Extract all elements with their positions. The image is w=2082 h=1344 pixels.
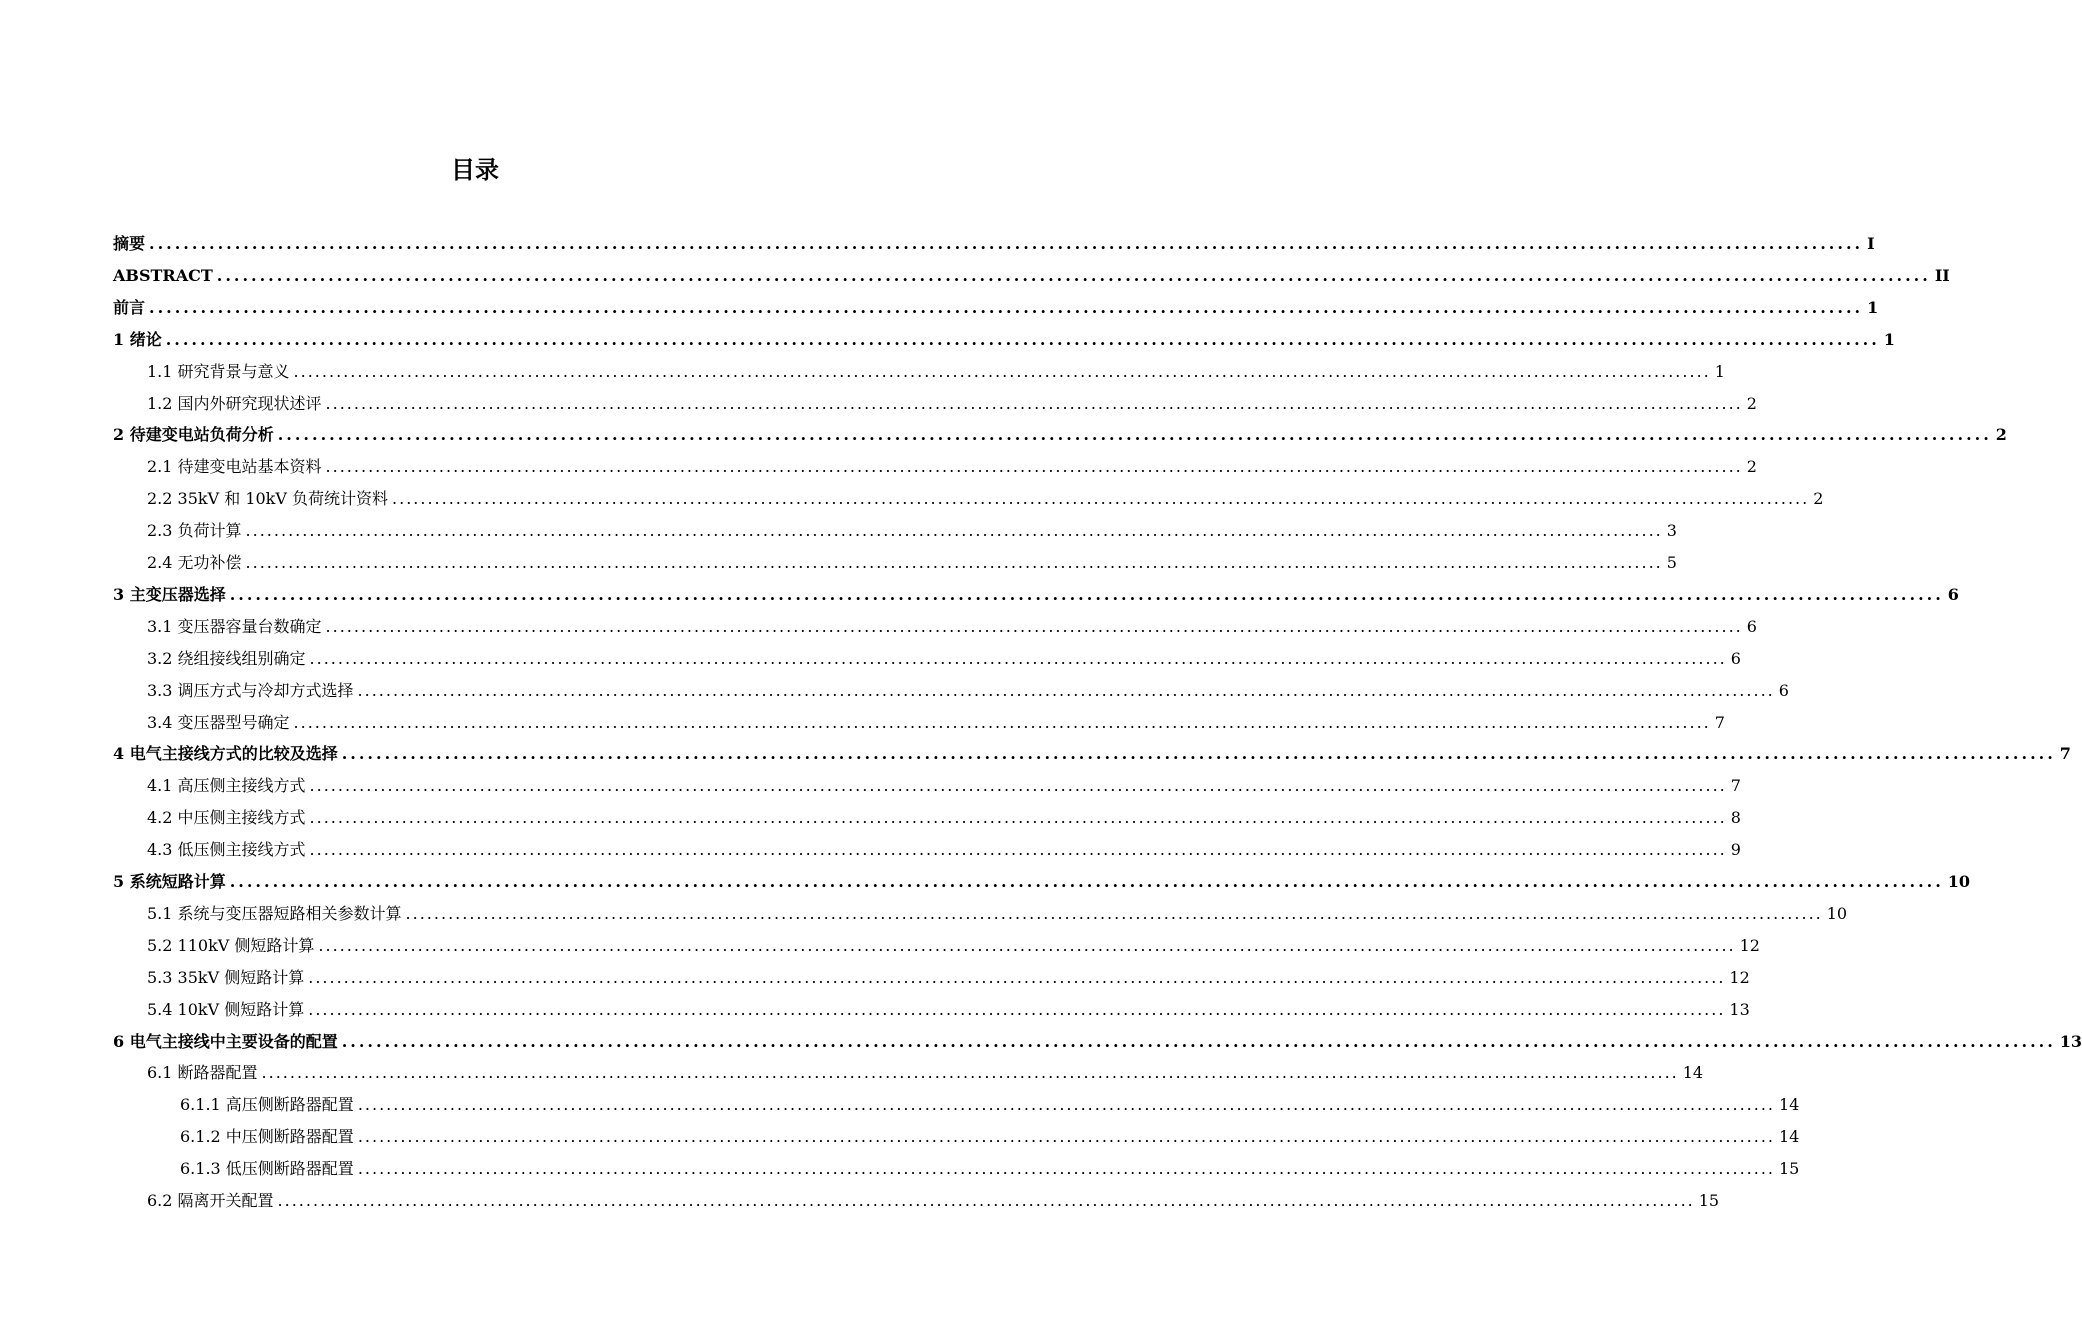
toc-leader-dots: ........................................................................................................................................................................................................ [357, 1127, 1775, 1147]
toc-entry-label: 4.3 低压侧主接线方式 [147, 840, 306, 860]
toc-entry-label: 2.3 负荷计算 [147, 521, 242, 541]
toc-entry[interactable] [113, 1027, 2082, 1057]
toc-entry[interactable] [147, 357, 1725, 387]
toc-entry[interactable] [180, 1122, 1800, 1152]
toc-leader-dots: ........................................................................................................................................................................................................ [261, 1063, 1679, 1083]
toc-page-number: 8 [1730, 808, 1741, 828]
toc-entry[interactable] [113, 325, 1895, 355]
toc-entry[interactable] [147, 548, 1677, 578]
toc-page-number: 1 [1867, 297, 1879, 317]
toc-page-number: 14 [1779, 1127, 1800, 1147]
toc-page-number: 6 [1746, 616, 1757, 636]
toc-entry-label: 6.1 断路器配置 [147, 1063, 258, 1083]
toc-leader-dots: ........................................................................................................................................................................................................ [309, 808, 1727, 828]
toc-page-number: 6 [1730, 648, 1741, 668]
toc-entry-label: 6.1.1 高压侧断路器配置 [180, 1095, 354, 1115]
toc-page-number: 3 [1666, 521, 1677, 541]
toc-entry-label: 6.1.3 低压侧断路器配置 [180, 1159, 354, 1179]
toc-entry[interactable] [147, 771, 1741, 801]
toc-page-number: 12 [1729, 967, 1750, 987]
toc-entry[interactable] [113, 580, 1959, 610]
toc-entry[interactable] [147, 612, 1757, 642]
toc-leader-dots: ........................................................................................................................................................................................................ [149, 297, 1864, 317]
toc-page-number: 12 [1739, 935, 1760, 955]
toc-leader-dots: ........................................................................................................................................................................................................ [325, 616, 1743, 636]
toc-entry-label: 3 主变压器选择 [113, 584, 226, 604]
toc-leader-dots: ........................................................................................................................................................................................................ [229, 584, 1944, 604]
toc-page-number: 6 [1778, 680, 1789, 700]
toc-leader-dots: ........................................................................................................................................................................................................ [309, 776, 1727, 796]
toc-entry-label: 4.2 中压侧主接线方式 [147, 808, 306, 828]
toc-leader-dots: ........................................................................................................................................................................................................ [165, 329, 1880, 349]
toc-entry[interactable] [113, 420, 2007, 450]
toc-leader-dots: ........................................................................................................................................................................................................ [392, 489, 1810, 509]
toc-leader-dots: ........................................................................................................................................................................................................ [318, 935, 1736, 955]
toc-entry[interactable] [147, 484, 1824, 514]
toc-entry-label: 3.3 调压方式与冷却方式选择 [147, 680, 354, 700]
page-title: 目录 [451, 156, 499, 184]
toc-entry[interactable] [113, 739, 2071, 769]
toc-entry[interactable] [147, 835, 1741, 865]
toc-page-number: 7 [2059, 744, 2071, 764]
toc-leader-dots: ........................................................................................................................................................................................................ [405, 903, 1823, 923]
toc-entry-label: 4 电气主接线方式的比较及选择 [113, 744, 338, 764]
toc-entry[interactable] [113, 229, 1875, 259]
toc-entry-label: 2.1 待建变电站基本资料 [147, 457, 322, 477]
toc-leader-dots: ........................................................................................................................................................................................................ [216, 265, 1931, 285]
toc-entry[interactable] [180, 1154, 1800, 1184]
toc-entry-label: 6 电气主接线中主要设备的配置 [113, 1031, 338, 1051]
toc-entry-label: 摘要 [113, 234, 146, 253]
toc-entry[interactable] [147, 803, 1741, 833]
toc-entry-label: 2.2 35kV 和 10kV 负荷统计资料 [147, 489, 389, 509]
toc-entry-label: 6.1.2 中压侧断路器配置 [180, 1127, 354, 1147]
toc-entry-label: 3.2 绕组接线组别确定 [147, 648, 306, 668]
toc-leader-dots: ........................................................................................................................................................................................................ [277, 1191, 1695, 1210]
toc-page-number: 10 [1947, 872, 1971, 891]
toc-entry-label: 6.2 隔离开关配置 [147, 1191, 274, 1210]
toc-entry-label: 5.4 10kV 侧短路计算 [147, 999, 305, 1019]
toc-entry-label: 1.2 国内外研究现状述评 [147, 393, 322, 413]
toc-entry-label: 5 系统短路计算 [113, 872, 226, 891]
toc-entry-label: ABSTRACT [113, 265, 213, 285]
toc-entry[interactable] [113, 867, 1971, 897]
toc-entry-label: 1 绪论 [113, 329, 162, 349]
toc-entry-label: 2.4 无功补偿 [147, 553, 242, 572]
toc-entry[interactable] [147, 1186, 1720, 1216]
toc-entry-label: 1.1 研究背景与意义 [147, 361, 290, 381]
toc-entry-label: 4.1 高压侧主接线方式 [147, 776, 306, 796]
toc-page-number: 2 [1813, 489, 1824, 509]
toc-page-number: II [1934, 265, 1950, 285]
toc-entry[interactable] [147, 516, 1677, 546]
toc-leader-dots: ........................................................................................................................................................................................................ [309, 648, 1727, 668]
toc-page-number: 6 [1947, 584, 1959, 604]
toc-leader-dots: ........................................................................................................................................................................................................ [309, 840, 1727, 860]
toc-entry-label: 3.1 变压器容量台数确定 [147, 616, 322, 636]
toc-entry[interactable] [180, 1090, 1800, 1120]
toc-entry[interactable] [147, 1058, 1704, 1088]
toc-entry[interactable] [147, 963, 1750, 993]
toc-leader-dots: ........................................................................................................................................................................................................ [341, 744, 2056, 764]
toc-page-number: 1 [1883, 329, 1895, 349]
toc-page-number: 14 [1779, 1095, 1800, 1115]
toc-entry[interactable] [113, 261, 1950, 291]
toc-leader-dots: ........................................................................................................................................................................................................ [229, 872, 1944, 891]
toc-entry[interactable] [147, 452, 1757, 482]
toc-page-number: 15 [1779, 1159, 1800, 1179]
toc-page-number: 2 [1746, 457, 1757, 477]
toc-page-number: 2 [1746, 393, 1757, 413]
toc-page-number: 7 [1730, 776, 1741, 796]
toc-leader-dots: ........................................................................................................................................................................................................ [245, 521, 1663, 541]
toc-page-number: 7 [1714, 712, 1725, 732]
toc-leader-dots: ........................................................................................................................................................................................................ [308, 967, 1726, 987]
toc-entry-label: 2 待建变电站负荷分析 [113, 425, 274, 445]
toc-entry[interactable] [147, 644, 1741, 674]
toc-leader-dots: ........................................................................................................................................................................................................ [325, 393, 1743, 413]
toc-entry[interactable] [147, 708, 1725, 738]
toc-leader-dots: ........................................................................................................................................................................................................ [357, 1095, 1775, 1115]
toc-entry[interactable] [147, 899, 1848, 929]
toc-entry-label: 5.2 110kV 侧短路计算 [147, 935, 315, 955]
toc-page-number: 13 [1729, 999, 1750, 1019]
toc-page-number: 15 [1698, 1191, 1720, 1210]
toc-entry[interactable] [113, 293, 1879, 323]
toc-page-number: 2 [1995, 425, 2007, 445]
toc-leader-dots: ........................................................................................................................................................................................................ [293, 712, 1711, 732]
toc-leader-dots: ........................................................................................................................................................................................................ [149, 234, 1864, 253]
toc-entry[interactable] [147, 389, 1757, 419]
toc-entry-label: 前言 [113, 297, 146, 317]
toc-page-number: 1 [1714, 361, 1725, 381]
toc-entry[interactable] [147, 931, 1760, 961]
toc-page-number: 9 [1730, 840, 1741, 860]
toc-entry-label: 5.3 35kV 侧短路计算 [147, 967, 305, 987]
toc-entry-label: 3.4 变压器型号确定 [147, 712, 290, 732]
toc-entry[interactable] [147, 995, 1750, 1025]
toc-page-number: 13 [2059, 1031, 2082, 1051]
toc-leader-dots: ........................................................................................................................................................................................................ [277, 425, 1992, 445]
toc-leader-dots: ........................................................................................................................................................................................................ [357, 1159, 1775, 1179]
toc-leader-dots: ........................................................................................................................................................................................................ [341, 1031, 2056, 1051]
toc-page-number: 5 [1666, 553, 1677, 572]
toc-leader-dots: ........................................................................................................................................................................................................ [357, 680, 1775, 700]
toc-page-number: 14 [1682, 1063, 1704, 1083]
toc-page-number: I [1867, 234, 1875, 253]
toc-page-number: 10 [1826, 903, 1848, 923]
toc-leader-dots: ........................................................................................................................................................................................................ [293, 361, 1711, 381]
toc-leader-dots: ........................................................................................................................................................................................................ [308, 999, 1726, 1019]
toc-leader-dots: ........................................................................................................................................................................................................ [325, 457, 1743, 477]
toc-leader-dots: ........................................................................................................................................................................................................ [245, 553, 1663, 572]
toc-entry-label: 5.1 系统与变压器短路相关参数计算 [147, 903, 402, 923]
toc-entry[interactable] [147, 676, 1789, 706]
